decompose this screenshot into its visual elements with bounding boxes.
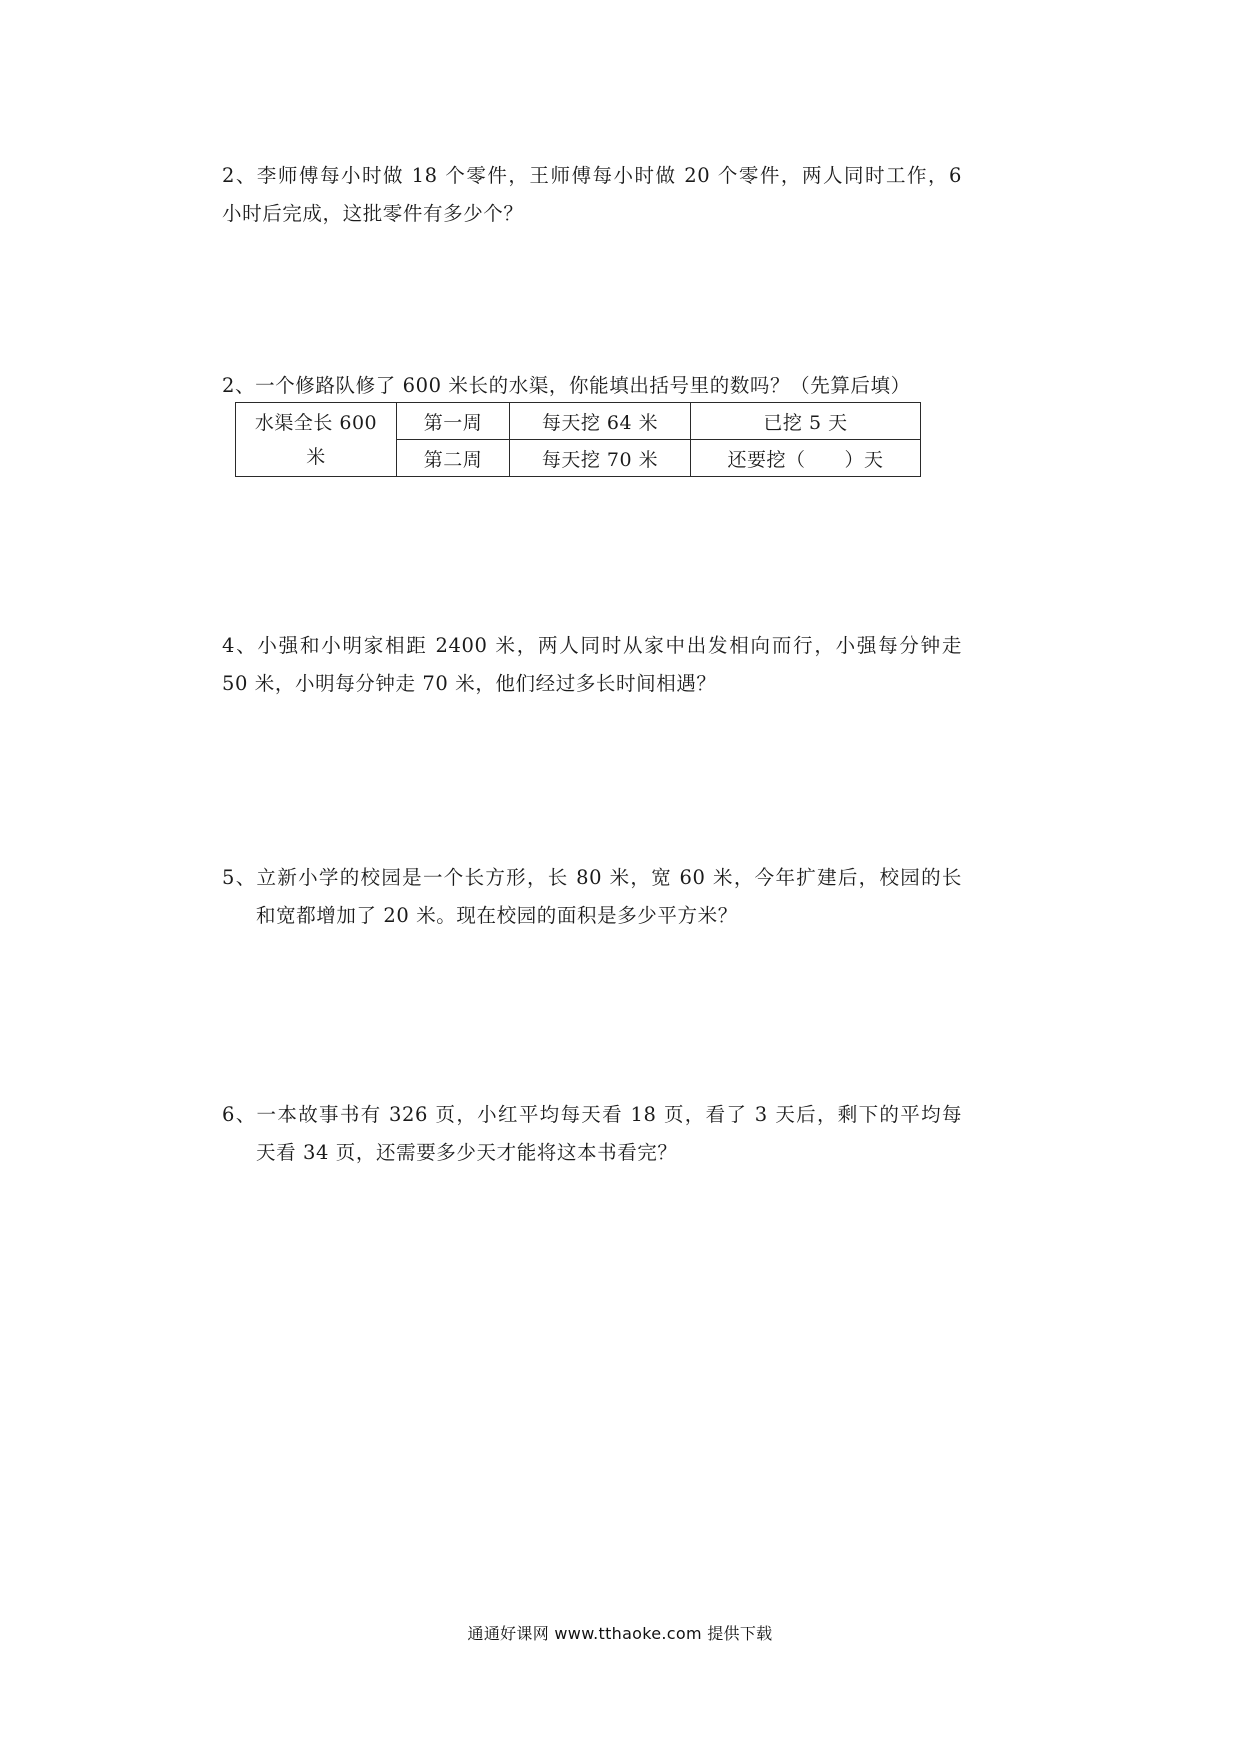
problem-1-line-2: 小时后完成，这批零件有多少个？ — [222, 202, 524, 225]
problem-6 — [222, 1096, 962, 1172]
canal-week-cell: 第二周 — [397, 440, 510, 477]
canal-total-cell: 水渠全长 600 米 — [236, 403, 397, 477]
canal-rate-cell: 每天挖 70 米 — [510, 440, 691, 477]
problem-4 — [222, 627, 962, 703]
canal-result-cell: 已挖 5 天 — [691, 403, 921, 440]
canal-blank-answer-cell: 还要挖（ ）天 — [691, 440, 921, 477]
problem-2-line-1: 2、一个修路队修了 600 米长的水渠，你能填出括号里的数吗？（先算后填） — [222, 374, 911, 397]
problem-1 — [222, 157, 962, 233]
canal-table-row-1 — [236, 403, 921, 440]
problem-5-line-2: 和宽都增加了 20 米。现在校园的面积是多少平方米？ — [256, 904, 738, 927]
problem-6-line-1: 6、一本故事书有 326 页，小红平均每天看 18 页，看了 3 天后，剩下的平均每 — [222, 1103, 962, 1126]
problem-6-line-2: 天看 34 页，还需要多少天才能将这本书看完？ — [256, 1141, 678, 1164]
problem-1-line-1: 2、李师傅每小时做 18 个零件，王师傅每小时做 20 个零件，两人同时工作，6 — [222, 164, 962, 187]
problem-2 — [222, 367, 962, 405]
canal-rate-cell: 每天挖 64 米 — [510, 403, 691, 440]
download-footer: 通通好课网 www.tthaoke.com 提供下载 — [467, 1624, 773, 1643]
problem-4-line-2: 50 米，小明每分钟走 70 米，他们经过多长时间相遇？ — [222, 672, 717, 695]
problem-5-line-1: 5、立新小学的校园是一个长方形，长 80 米，宽 60 米，今年扩建后，校园的长 — [222, 866, 962, 889]
canal-table — [235, 402, 921, 477]
problem-5 — [222, 859, 962, 935]
problem-4-line-1: 4、小强和小明家相距 2400 米，两人同时从家中出发相向而行，小强每分钟走 — [222, 634, 962, 657]
canal-week-cell: 第一周 — [397, 403, 510, 440]
